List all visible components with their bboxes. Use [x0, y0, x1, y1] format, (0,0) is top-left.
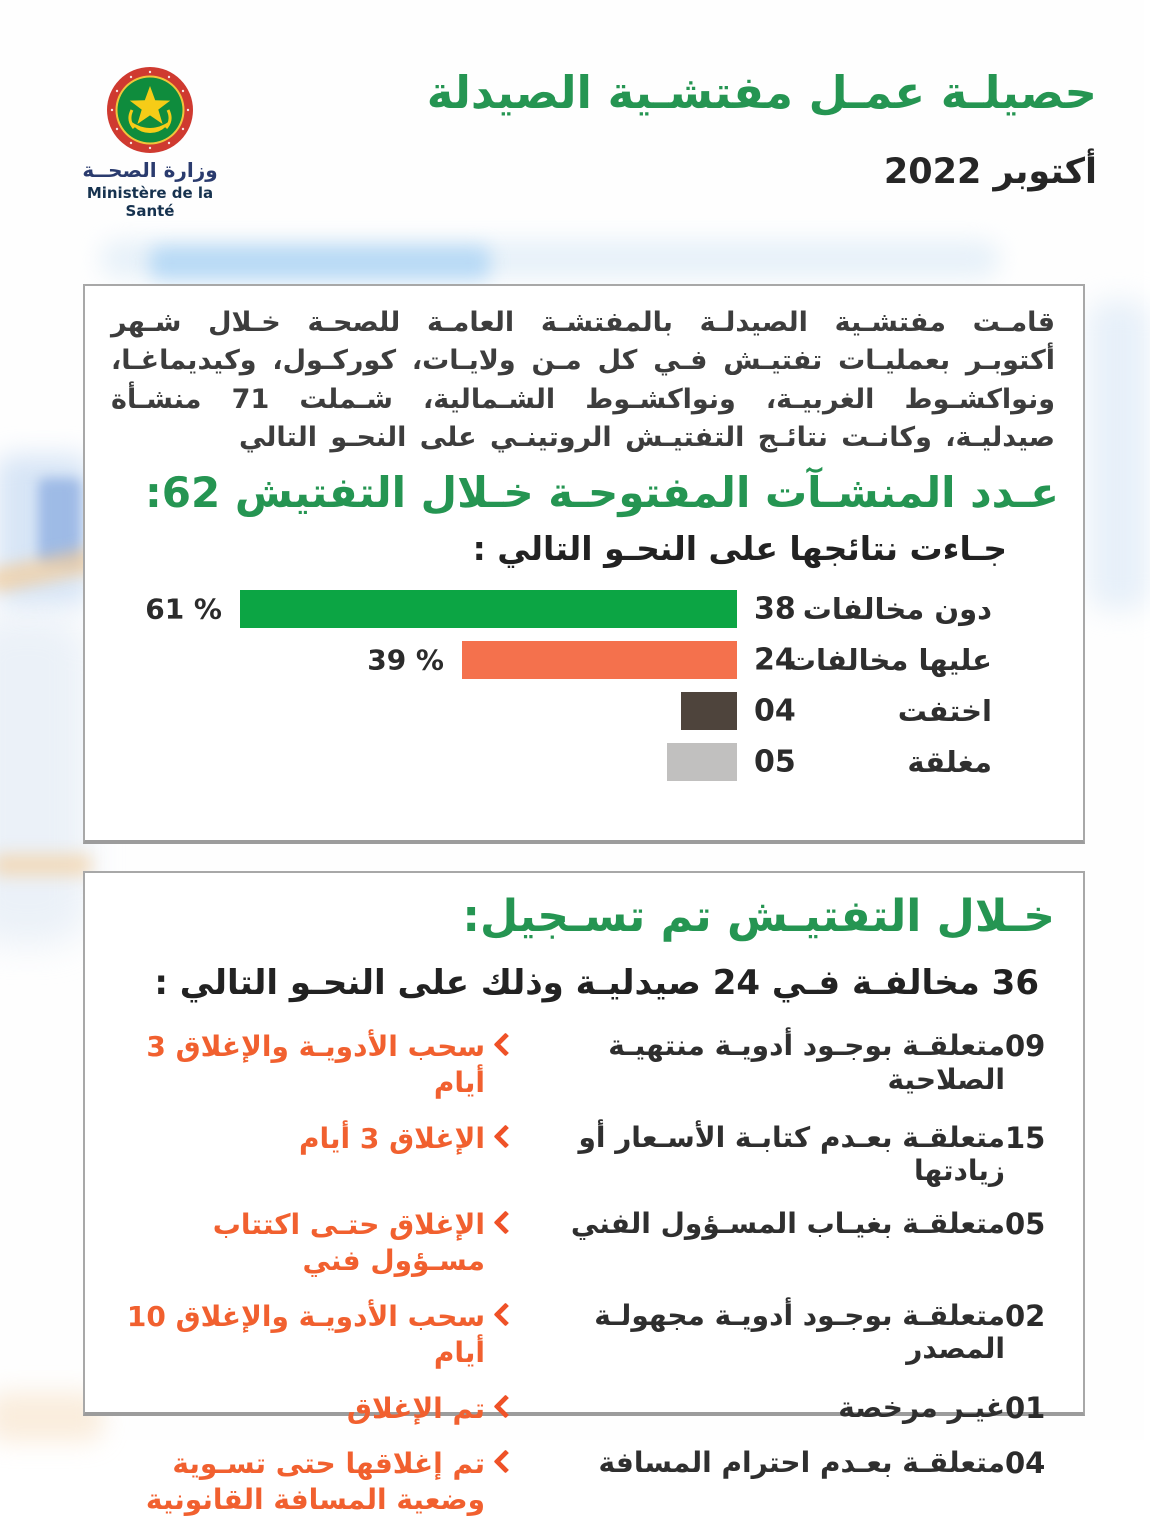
- violation-row: [115, 1029, 1053, 1102]
- violation-count: 09: [1005, 1029, 1046, 1063]
- violation-row: [115, 1207, 1053, 1280]
- category-label: مغلقة: [907, 745, 992, 779]
- category-label: دون مخالفات: [802, 592, 992, 626]
- chevron-left-icon: [493, 1302, 517, 1326]
- violation-description: متعلقـة بغيـاب المسـؤول الفني: [570, 1206, 1005, 1240]
- background-wash: [0, 615, 90, 945]
- background-blue-blob: [38, 478, 82, 566]
- violations-subheading: 36 مخالفـة فـي 24 صيدليـة وذلك على النحـو التالي :: [154, 963, 1039, 1003]
- inspection-summary-panel: [83, 284, 1085, 844]
- value-label: 04: [754, 693, 796, 729]
- percent-label: 61 %: [145, 592, 222, 626]
- value-label: 05: [754, 744, 796, 780]
- value-label: 24: [754, 642, 796, 678]
- background-blue-blob: [150, 246, 490, 280]
- violation-description: متعلقـة بعـدم كتابـة الأسـعار أو زيادتها: [578, 1120, 1005, 1188]
- chevron-left-icon: [493, 1124, 517, 1148]
- violation-action: الإغلاق حتـى اكتتاب مسـؤول فني: [212, 1207, 485, 1278]
- violation-description: متعلقـة بوجـود أدويـة منتهيـة الصلاحية: [608, 1029, 1005, 1096]
- chart-row: [85, 590, 1083, 628]
- bar-with-violations: [462, 641, 737, 679]
- violations-heading: خـلال التفتيـش تم تسـجيل:: [462, 891, 1055, 942]
- value-label: 38: [754, 591, 796, 627]
- background-orange-blob: [0, 854, 92, 876]
- percent-label: 39 %: [367, 643, 444, 677]
- chart-row: [85, 743, 1083, 781]
- report-date: أكتوبر 2022: [883, 152, 1097, 192]
- chart-heading: عـدد المنشـآت المفتوحـة خـلال التفتيش 62:: [144, 468, 1059, 517]
- chevron-left-icon: [493, 1210, 517, 1234]
- chart-row: [85, 641, 1083, 679]
- violation-row: [115, 1391, 1053, 1427]
- violation-action: تم إغلاقها حتى تسـوية وضعية المسافة القانونية: [145, 1446, 485, 1517]
- ministry-name-arabic: وزارة الصحــة: [82, 158, 218, 182]
- violations-panel: [83, 871, 1085, 1517]
- background-blue-blob: [0, 455, 91, 605]
- violation-action: سحب الأدويـة والإغلاق 10 أيام: [126, 1299, 485, 1370]
- intro-paragraph: قامـت مفتشـية الصيدلـة بالمفتشـة العامـة للصحـة خـلال شـهر أكتوبـر بعمليـات تفتيـش فـي كل مـن ولايـات، كوركـول، وكيديماغـا، ونواكشـوط الغربيـة، ونواكشـوط الشـمالية، شـملت 71 منشـأة صيدليـة، وكانـت نتائـج التفتيـش الروتينـي على النحـو التالي: [111, 307, 1056, 453]
- chevron-left-icon: [493, 1032, 517, 1056]
- chart-row: [85, 692, 1083, 730]
- violation-count: 02: [1005, 1298, 1046, 1333]
- chart-subheading: جـاءت نتائجها على النحـو التالي :: [472, 529, 1007, 568]
- violation-row: [115, 1299, 1053, 1372]
- violation-count: 01: [1005, 1390, 1046, 1425]
- results-bar-chart: [85, 590, 1083, 794]
- violation-description: متعلقـة بوجـود أدويـة مجهولـة المصدر: [594, 1298, 1005, 1366]
- ministry-name-french: Ministère de la Santé: [86, 184, 214, 220]
- category-label: عليها مخالفات: [786, 643, 992, 677]
- background-blue-blob: [1088, 300, 1150, 610]
- violation-description: غيـر مرخصة: [838, 1390, 1005, 1424]
- violation-description: متعلقـة بعـدم احترام المسافة: [598, 1445, 1005, 1479]
- violation-action: تم الإغلاق: [346, 1391, 485, 1425]
- violation-count: 04: [1005, 1445, 1046, 1480]
- violations-list: [115, 1029, 1053, 1538]
- background-blur-band: [100, 240, 1000, 278]
- violation-count: 15: [1005, 1120, 1046, 1155]
- violation-count: 05: [1005, 1206, 1046, 1241]
- chevron-left-icon: [493, 1394, 517, 1418]
- violation-row: [115, 1446, 1053, 1519]
- violation-action: الإغلاق 3 أيام: [298, 1121, 485, 1155]
- ministry-logo-block: [60, 66, 240, 220]
- mauritania-seal-icon: [106, 66, 194, 154]
- bar-disappeared: [681, 692, 737, 730]
- page-title: حصيلـة عمـل مفتشـية الصيدلة: [426, 66, 1097, 119]
- violation-action: سحب الأدويـة والإغلاق 3 أيام: [146, 1030, 485, 1100]
- category-label: اختفت: [897, 694, 992, 728]
- bar-no-violations: [240, 590, 737, 628]
- violation-row: [115, 1121, 1053, 1188]
- chevron-left-icon: [493, 1449, 517, 1473]
- bar-closed: [667, 743, 737, 781]
